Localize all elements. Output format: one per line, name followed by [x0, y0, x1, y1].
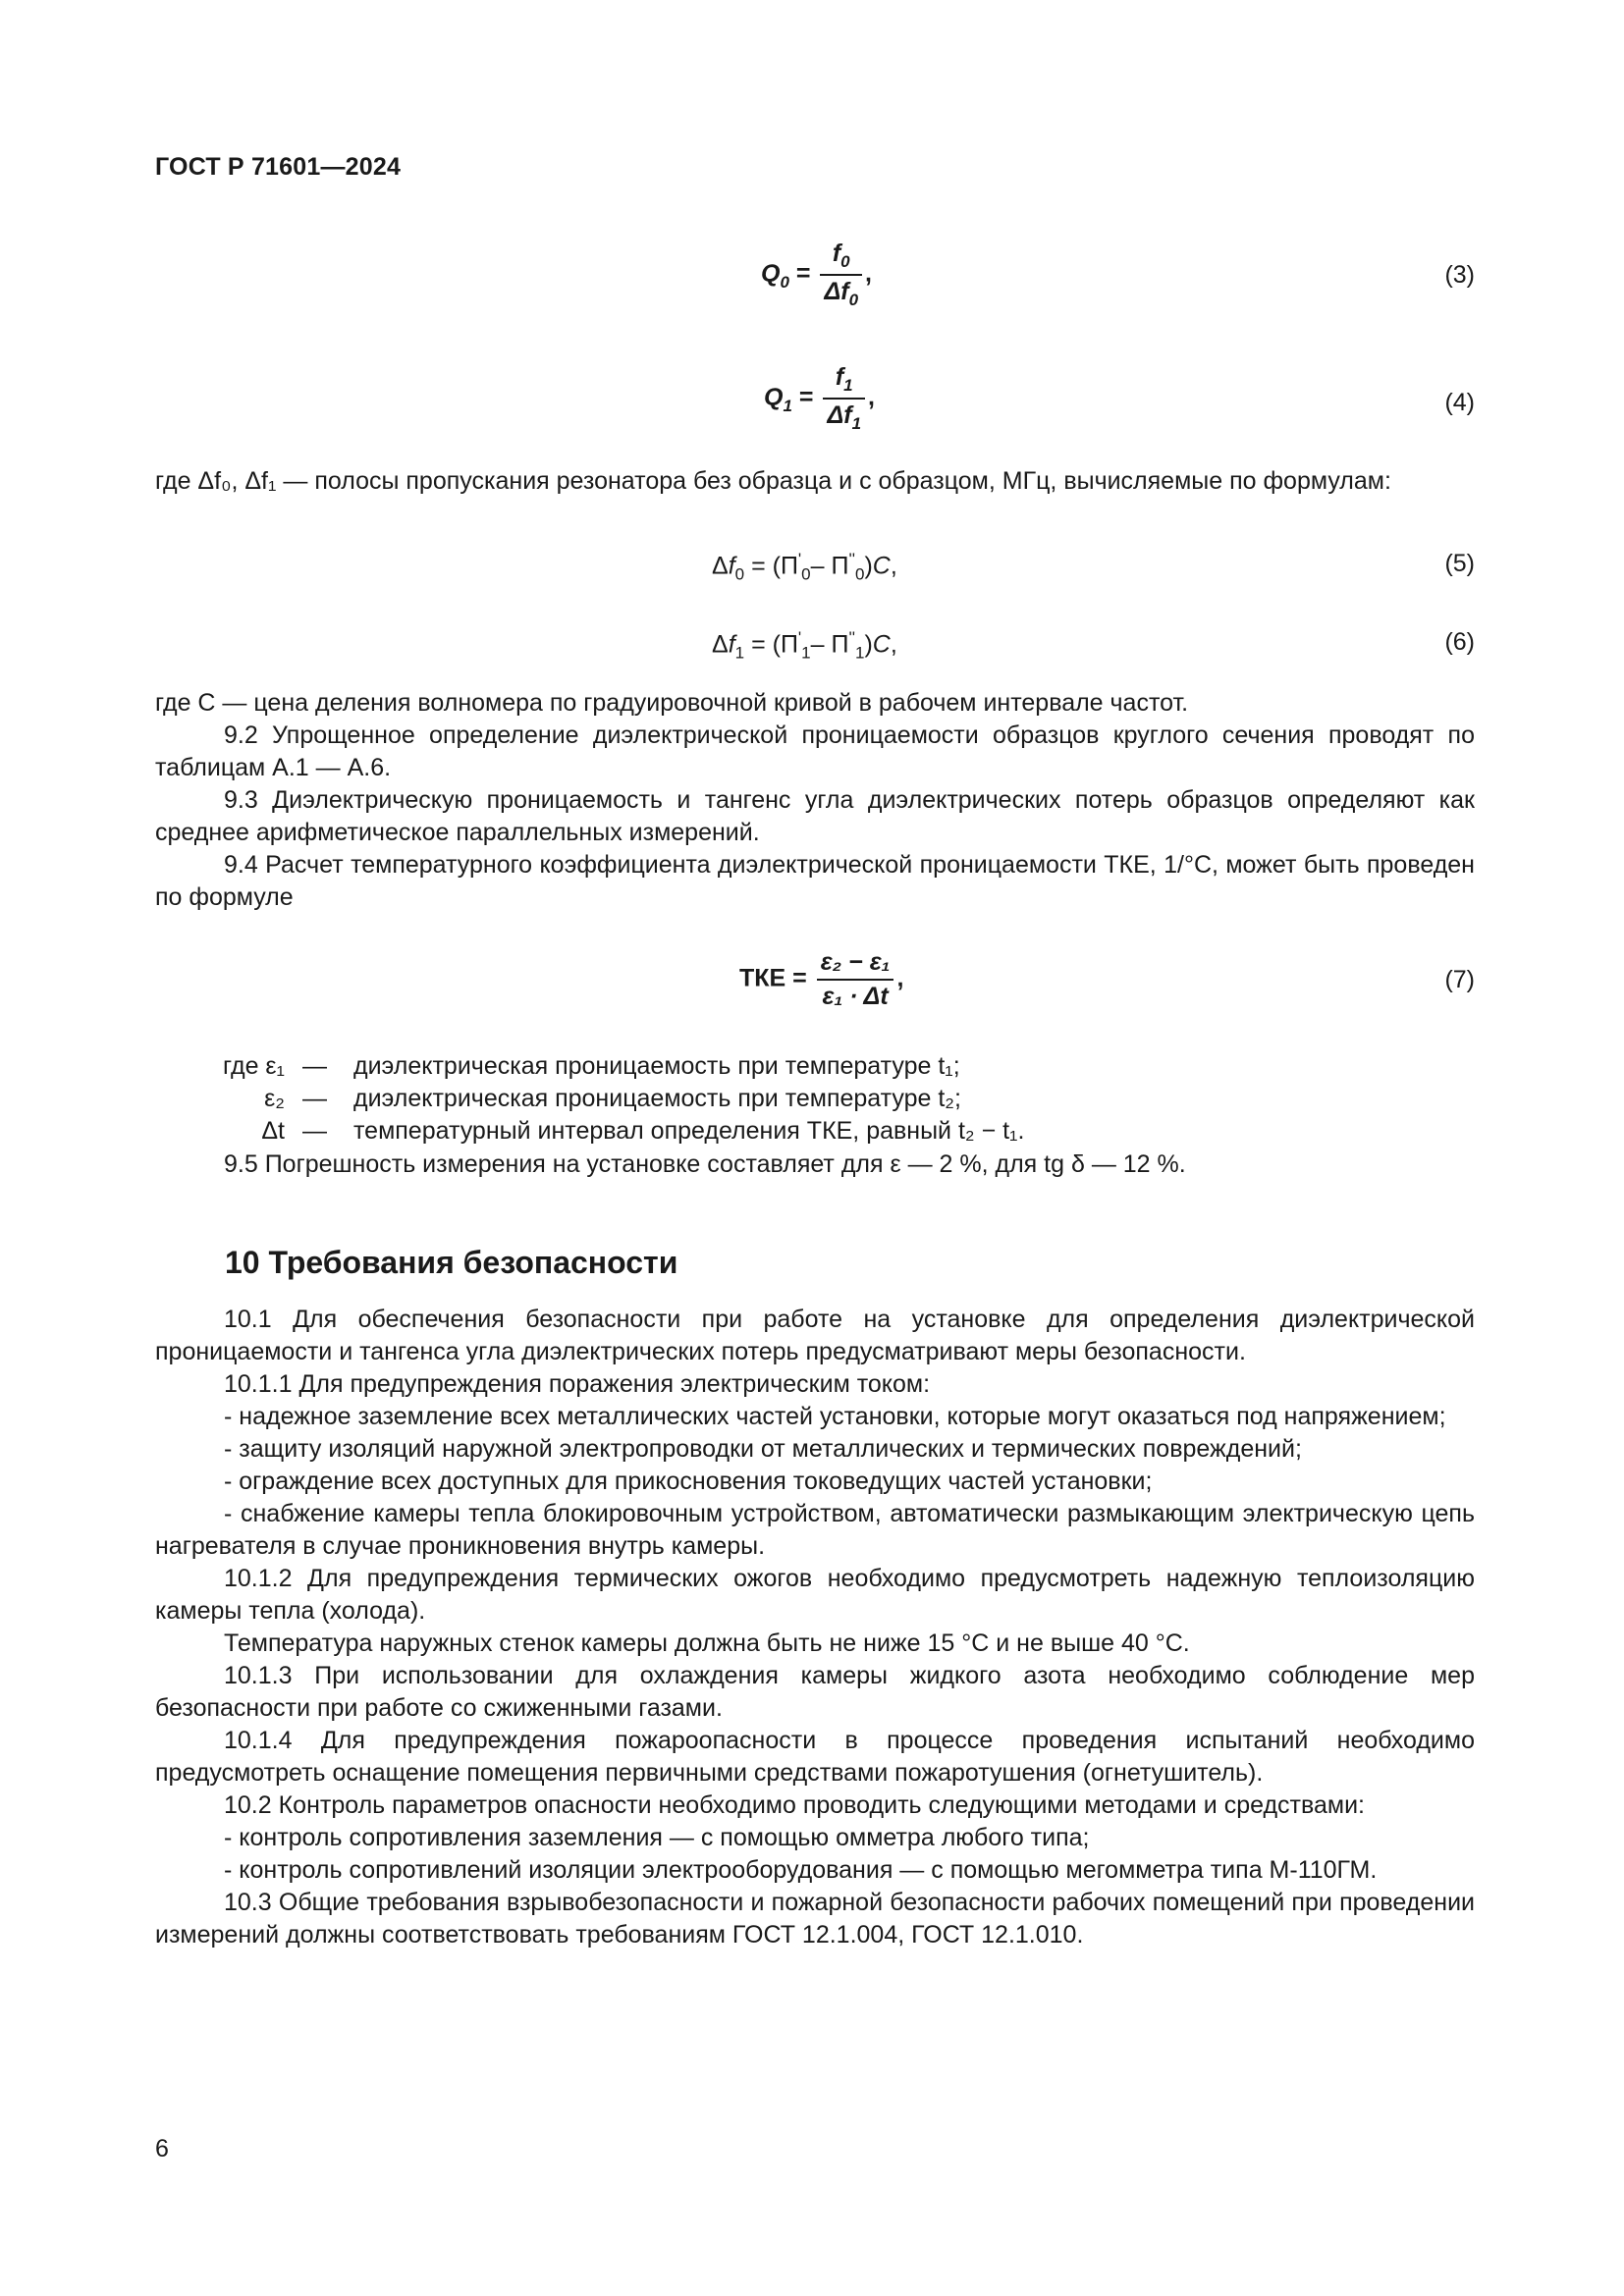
- paragraph: Температура наружных стенок камеры должна быть не ниже 15 °С и не выше 40 °С.: [224, 1629, 1190, 1657]
- where-c-paragraph: где C — цена деления волномера по градуировочной кривой в рабочем интервале частот.: [155, 689, 1189, 717]
- paragraph-9-5: 9.5 Погрешность измерения на установке составляет для ε — 2 %, для tg δ — 12 %.: [224, 1150, 1186, 1178]
- page-number: 6: [155, 2135, 169, 2163]
- formula-3: $Q_0$ = $\frac{f_0}{\Delta f_0}$ , (3): [761, 240, 1475, 309]
- paragraph: 10.2 Контроль параметров опасности необходимо проводить следующими методами и средствами:: [224, 1791, 1365, 1819]
- equation-number-6: (6): [1444, 628, 1475, 656]
- where-df-paragraph: где Δf₀, Δf₁ — полосы пропускания резонатора без образца и с образцом, МГц, вычисляемые по формулам:: [155, 467, 1391, 495]
- where-row: Δt — температурный интервал определения ТКЕ, равный t₂ − t₁.: [261, 1117, 1025, 1145]
- section-10-body: [155, 1304, 1475, 1951]
- section-title: 10 Требования безопасности: [225, 1245, 678, 1280]
- list-item: - надежное заземление всех металлических частей установки, которые могут оказаться под напряжением;: [224, 1403, 1446, 1430]
- document-header: ГОСТ Р 71601—2024: [155, 153, 402, 181]
- where-row: где ε₁ — диэлектрическая проницаемость при температуре t₁;: [222, 1052, 960, 1080]
- list-item: - контроль сопротивления заземления — с помощью омметра любого типа;: [224, 1824, 1090, 1851]
- formula-4: $Q_1$ = $\frac{f_1}{\Delta f_1}$ , (4): [764, 363, 1475, 433]
- list-item: - контроль сопротивлений изоляции электрооборудования — с помощью мегомметра типа М-110ГМ.: [224, 1856, 1378, 1884]
- equation-number-5: (5): [1444, 550, 1475, 577]
- where-row: ε₂ — диэлектрическая проницаемость при температуре t₂;: [264, 1085, 961, 1112]
- paragraph-9-5-block: [155, 1148, 1475, 1181]
- equation-number-7: (7): [1444, 966, 1475, 993]
- equation-number-3: (3): [1444, 261, 1475, 289]
- paragraph-9-4: 9.4 Расчет температурного коэффициента диэлектрической проницаемости ТКЕ, 1/°С, может быть проведен по формуле: [155, 851, 1475, 911]
- paragraph: 10.3 Общие требования взрывобезопасности и пожарной безопасности рабочих помещений при проведении измерений должны соответствовать требованиям ГОСТ 12.1.004, ГОСТ 12.1.010.: [155, 1889, 1475, 1949]
- paragraph-9-2: 9.2 Упрощенное определение диэлектрической проницаемости образцов круглого сечения проводят по таблицам А.1 — А.6.: [155, 721, 1475, 781]
- paragraph: 10.1.4 Для предупреждения пожароопасности в процессе проведения испытаний необходимо предусмотреть оснащение помещения первичными средствами пожаротушения (огнетушитель).: [155, 1727, 1475, 1787]
- formula-5: $\Delta f_0 = (П'_0-$ $П''_0)C$, (5): [712, 550, 1475, 584]
- list-item: - защиту изоляций наружной электропроводки от металлических и термических повреждений;: [224, 1435, 1302, 1463]
- formula-6: $\Delta f_1 = (П'_1-$ $П''_1)C$, (6): [712, 628, 1475, 663]
- paragraphs-9: [155, 687, 1475, 914]
- paragraph: 10.1.3 При использовании для охлаждения камеры жидкого азота необходимо соблюдение мер безопасности при работе со сжиженными газами.: [155, 1662, 1475, 1722]
- formula-7: ТКЕ = $\frac{\text{ε₂ − ε₁}}{\text{ε₁ · Δt}}$ , (7): [739, 948, 1475, 1010]
- equation-number-4: (4): [1444, 389, 1475, 416]
- list-item: - снабжение камеры тепла блокировочным устройством, автоматически размыкающим электрическую цепь нагревателя в случае проникновения внутрь камеры.: [155, 1500, 1475, 1560]
- paragraph: 10.1 Для обеспечения безопасности при работе на установке для определения диэлектрической проницаемости и тангенса угла диэлектрических потерь предусматривают меры безопасности.: [155, 1306, 1475, 1365]
- where-definitions: [169, 1050, 1024, 1148]
- paragraph: 10.1.2 Для предупреждения термических ожогов необходимо предусмотреть надежную теплоизоляцию камеры тепла (холода).: [155, 1565, 1475, 1625]
- paragraph: 10.1.1 Для предупреждения поражения электрическим током:: [224, 1370, 931, 1398]
- list-item: - ограждение всех доступных для прикосновения токоведущих частей установки;: [224, 1468, 1153, 1495]
- paragraph-9-3: 9.3 Диэлектрическую проницаемость и тангенс угла диэлектрических потерь образцов определяют как среднее арифметическое параллельных измерений.: [155, 786, 1475, 846]
